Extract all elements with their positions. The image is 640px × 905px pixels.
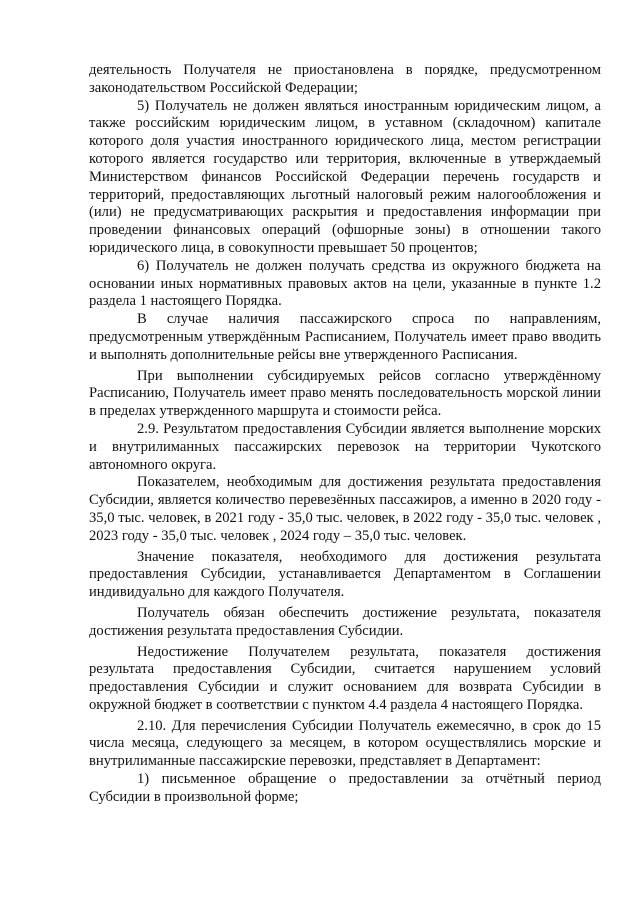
paragraph-route-sequence: При выполнении субсидируемых рейсов согласно утверждённому Расписанию, Получатель имеет право менять последовательность морской линии в пределах утвержденного маршрута и стоимости рейса. (89, 367, 601, 420)
paragraph-item-5: 5) Получатель не должен являться иностранным юридическим лицом, а также российским юридическим лицом, в уставном (складочном) капитале которого доля участия иностранного юридического лица, местом регистрации которого является государство или территория, включенные в утверждаемый Министерством финансов Российской Федерации перечень государств и территорий, предоставляющих льготный налоговый режим налогообложения и (или) не предусматривающих раскрытия и предоставления информации при проведении финансовых операций (офшорные зоны) в отношении такого юридического лица, в совокупности превышает 50 процентов; (89, 97, 601, 256)
paragraph-obligation: Получатель обязан обеспечить достижение результата, показателя достижения результата предоставления Субсидии. (89, 604, 601, 639)
paragraph-additional-trips: В случае наличия пассажирского спроса по направлениям, предусмотренным утверждённым Расписанием, Получатель имеет право вводить и выполнять дополнительные рейсы вне утвержденного Расписания. (89, 311, 601, 363)
document-body (89, 62, 601, 807)
paragraph-indicator-value: Значение показателя, необходимого для достижения результата предоставления Субсидии, устанавливается Департаментом в Соглашении индивидуально для каждого Получателя. (89, 548, 601, 601)
paragraph-non-achievement: Недостижение Получателем результата, показателя достижения результата предоставления Субсидии, считается нарушением условий предоставления Субсидии и служит основанием для возврата Субсидии в окружной бюджет в соответствии с пунктом 4.4 раздела 4 настоящего Порядка. (89, 643, 601, 713)
paragraph-section-2-9: 2.9. Результатом предоставления Субсидии является выполнение морских и внутрилиманных пассажирских перевозок на территории Чукотского автономного округа. (89, 420, 601, 473)
paragraph-item-1: 1) письменное обращение о предоставлении за отчётный период Субсидии в произвольной форме; (89, 771, 601, 805)
paragraph-section-2-10: 2.10. Для перечисления Субсидии Получатель ежемесячно, в срок до 15 числа месяца, следующего за месяцем, в котором осуществлялись морские и внутрилиманные пассажирские перевозки, представляет в Департамент: (89, 717, 601, 770)
paragraph-item-6: 6) Получатель не должен получать средства из окружного бюджета на основании иных нормативных правовых актов на цели, указанные в пункте 1.2 раздела 1 настоящего Порядка. (89, 257, 601, 310)
paragraph-indicator: Показателем, необходимым для достижения результата предоставления Субсидии, является количество перевезённых пассажиров, а именно в 2020 году - 35,0 тыс. человек, в 2021 году - 35,0 тыс. человек, в 2022 году - 35,0 тыс. человек , 2023 году - 35,0 тыс. человек , 2024 году – 35,0 тыс. человек. (89, 474, 601, 544)
paragraph-continuation: деятельность Получателя не приостановлена в порядке, предусмотренном законодательством Российской Федерации; (89, 62, 601, 96)
